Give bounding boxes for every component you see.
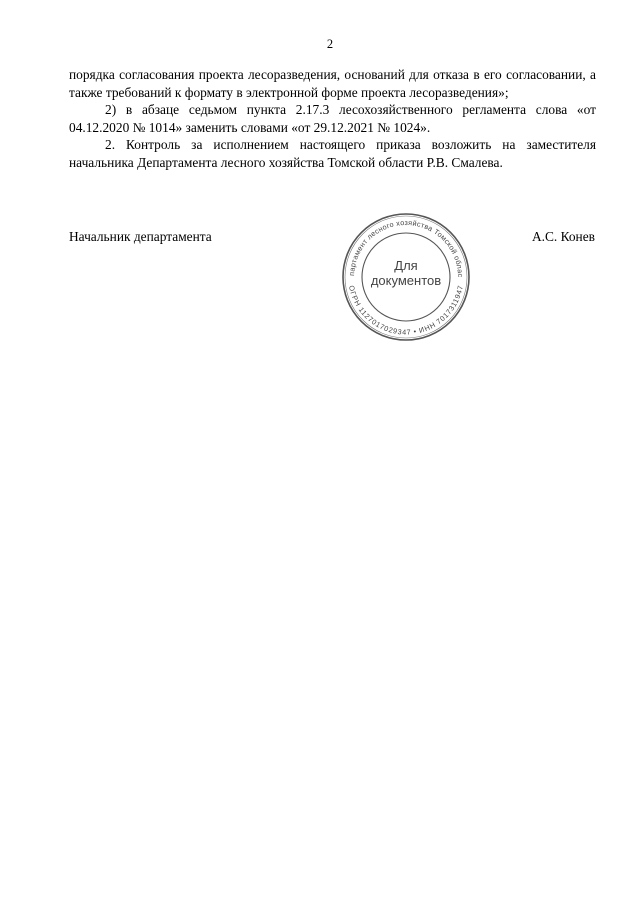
signatory-position: Начальник департамента	[69, 229, 212, 244]
page-number: 2	[326, 37, 334, 51]
stamp-ring-text-bottom: ОГРН 1127017029347 • ИНН 7017311947	[347, 284, 465, 337]
stamp-graphic	[341, 212, 471, 342]
stamp-center-line2: документов	[370, 273, 442, 288]
official-stamp	[341, 212, 471, 342]
stamp-ring-text-top: партамент лесного хозяйства Томской облас	[346, 217, 466, 278]
document-body	[69, 66, 596, 171]
paragraph-3: 2. Контроль за исполнением настоящего приказа возложить на заместителя начальника Департамента лесного хозяйства Томской области Р.В. Смалева.	[69, 137, 596, 170]
paragraph-2: 2) в абзаце седьмом пункта 2.17.3 лесохозяйственного регламента слова «от 04.12.2020 № 1014» заменить словами «от 29.12.2021 № 1024».	[69, 102, 596, 135]
paragraph-1: порядка согласования проекта лесоразведения, оснований для отказа в его согласовании, а также требований к формату в электронной форме проекта лесоразведения»;	[69, 67, 596, 100]
signatory-name: А.С. Конев	[531, 229, 595, 244]
stamp-center-line1: Для	[394, 258, 418, 273]
